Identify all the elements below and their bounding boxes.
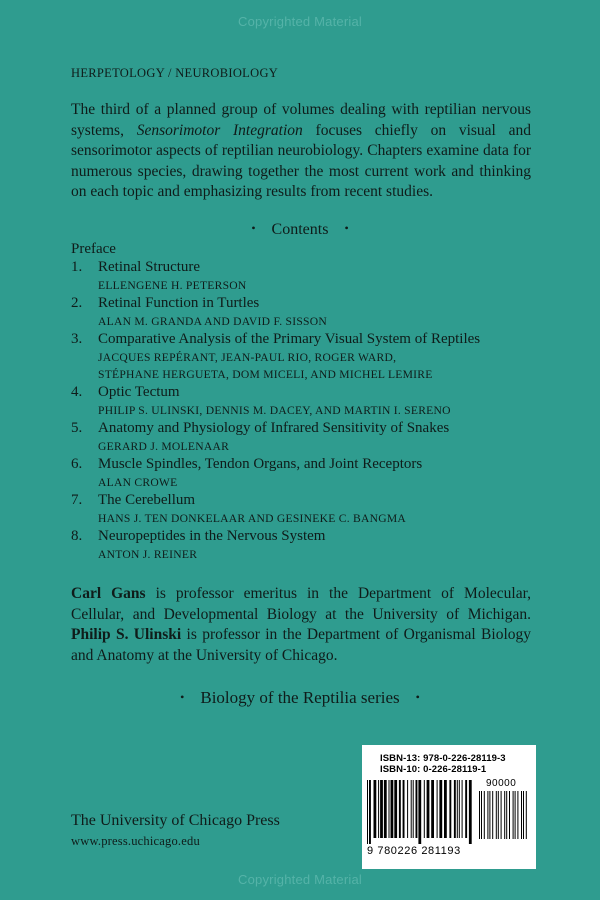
barcode-bar <box>431 780 434 838</box>
barcode-bar <box>416 780 418 838</box>
barcode-bar <box>501 791 502 839</box>
chapter-authors: ALAN CROWE <box>98 476 178 489</box>
barcode-bar <box>469 780 472 844</box>
barcode-bar <box>521 791 522 839</box>
barcode-bar <box>380 780 383 838</box>
author-name: Philip S. Ulinski <box>71 626 182 643</box>
barcode-bar <box>369 780 371 844</box>
barcode-addon-digits: 90000 <box>486 778 517 789</box>
barcode-bar <box>504 791 505 839</box>
toc-chapter <box>71 258 541 294</box>
barcode-bar <box>389 780 390 838</box>
about-authors <box>71 584 531 666</box>
barcode-bar <box>479 791 480 839</box>
table-of-contents <box>71 258 541 563</box>
author-name: Carl Gans <box>71 585 146 602</box>
barcode-bar <box>457 780 458 838</box>
toc-chapter <box>71 383 541 419</box>
chapter-number: 4. <box>71 384 83 400</box>
barcode-bar <box>517 791 518 839</box>
chapter-authors: STÉPHANE HERGUETA, DOM MICELI, AND MICHEL LEMIRE <box>98 368 433 381</box>
category-label: HERPETOLOGY / NEUROBIOLOGY <box>71 66 279 80</box>
series-name: Biology of the Reptilia series <box>200 688 400 707</box>
barcode-bar <box>403 780 405 838</box>
chapter-title: Optic Tectum <box>98 384 180 400</box>
chapter-authors: ELLENGENE H. PETERSON <box>98 279 247 292</box>
toc-chapter <box>71 330 541 383</box>
toc-preface: Preface <box>71 241 116 257</box>
author-bio: is professor in the Department of Organismal Biology and Anatomy at the University of Chicago. <box>71 626 531 664</box>
chapter-title: Neuropeptides in the Nervous System <box>98 528 326 544</box>
description-blurb <box>71 100 531 203</box>
chapter-title: Muscle Spindles, Tendon Organs, and Joint Receptors <box>98 456 423 472</box>
barcode-bar <box>492 791 493 839</box>
isbn10-label: ISBN-10: 0-226-28119-1 <box>380 764 487 775</box>
publisher-name: The University of Chicago Press <box>71 812 280 829</box>
chapter-authors: ANTON J. REINER <box>98 548 198 561</box>
barcode-bar <box>411 780 412 838</box>
chapter-title: Anatomy and Physiology of Infrared Sensitivity of Snakes <box>98 420 450 436</box>
barcode-bar <box>496 791 497 839</box>
toc-chapter <box>71 419 541 455</box>
chapter-number: 3. <box>71 331 83 347</box>
barcode-bar <box>498 791 499 839</box>
barcode-bar <box>515 791 516 839</box>
barcode-digits: 9 780226 281193 <box>367 845 461 857</box>
chapter-title: The Cerebellum <box>98 492 196 508</box>
barcode-bar <box>439 780 442 838</box>
barcode-bar <box>384 780 387 838</box>
chapter-number: 8. <box>71 528 83 544</box>
contents-heading-text: Contents <box>271 221 329 238</box>
barcode-bar <box>427 780 430 838</box>
barcode-bar <box>487 791 488 839</box>
barcode-bar <box>418 780 421 844</box>
chapter-title: Retinal Structure <box>98 259 201 275</box>
contents-heading <box>0 221 600 239</box>
barcode-bar <box>489 791 490 839</box>
barcode-bar <box>449 780 451 838</box>
watermark-top: Copyrighted Material <box>238 14 362 29</box>
bullet-icon: • <box>415 690 420 704</box>
barcode-bar <box>399 780 401 838</box>
publisher-url: www.press.uchicago.edu <box>71 834 200 848</box>
barcode-bar <box>413 780 414 838</box>
blurb-text-start: The third of a planned group of volumes dealing with reptilian nervous systems, <box>71 101 531 139</box>
barcode-bar <box>444 780 447 838</box>
barcode-bar <box>509 791 510 839</box>
barcode-bar <box>484 791 485 839</box>
barcode-bar <box>462 780 463 838</box>
isbn13-label: ISBN-13: 978-0-226-28119-3 <box>380 753 506 764</box>
barcode-bar <box>459 780 460 838</box>
barcode-bar <box>407 780 408 838</box>
watermark-bottom: Copyrighted Material <box>238 872 362 887</box>
chapter-authors: HANS J. TEN DONKELAAR AND GESINEKE C. BANGMA <box>98 512 407 525</box>
isbn-barcode <box>362 745 536 869</box>
chapter-authors: ALAN M. GRANDA AND DAVID F. SISSON <box>98 315 327 328</box>
barcode-bar <box>454 780 456 838</box>
chapter-title: Comparative Analysis of the Primary Visual System of Reptiles <box>98 331 481 347</box>
book-title-italic: Sensorimotor Integration <box>136 121 303 139</box>
barcode-bar <box>424 780 425 838</box>
bullet-icon: • <box>344 221 349 235</box>
barcode-bars <box>366 780 474 844</box>
barcode-bar <box>374 780 377 838</box>
toc-chapter <box>71 491 541 527</box>
bullet-icon: • <box>180 690 185 704</box>
barcode-bar <box>465 780 467 838</box>
author-bio: is professor emeritus in the Department of Molecular, Cellular, and Developmental Biology at the University of Michigan. <box>71 585 531 623</box>
chapter-title: Retinal Function in Turtles <box>98 295 260 311</box>
barcode-bar <box>367 780 368 844</box>
barcode-bar <box>437 780 438 838</box>
chapter-number: 6. <box>71 456 83 472</box>
toc-chapter <box>71 294 541 330</box>
chapter-number: 1. <box>71 259 83 275</box>
chapter-number: 2. <box>71 295 83 311</box>
toc-chapter <box>71 455 541 491</box>
chapter-authors: PHILIP S. ULINSKI, DENNIS M. DACEY, AND MARTIN I. SERENO <box>98 404 451 417</box>
toc-chapter <box>71 527 541 563</box>
barcode-bar <box>378 780 379 838</box>
barcode-bar <box>523 791 524 839</box>
barcode-bar <box>391 780 394 838</box>
chapter-number: 5. <box>71 420 83 436</box>
barcode-bar <box>513 791 514 839</box>
chapter-number: 7. <box>71 492 83 508</box>
chapter-authors: GERARD J. MOLENAAR <box>98 440 230 453</box>
barcode-addon-bars <box>478 791 528 845</box>
barcode-bar <box>394 780 397 838</box>
barcode-bar <box>481 791 482 839</box>
chapter-authors: JACQUES REPÉRANT, JEAN-PAUL RIO, ROGER WARD, <box>98 351 397 364</box>
bullet-icon: • <box>251 221 256 235</box>
barcode-bar <box>506 791 507 839</box>
barcode-bar <box>526 791 527 839</box>
blurb-text-end: focuses chiefly on visual and sensorimotor aspects of reptilian neurobiology. Chapters examine data for numerous species, drawing together the most current work and thinking on each topic and emphasizing results from recent studies. <box>71 121 531 200</box>
series-line <box>0 688 600 708</box>
